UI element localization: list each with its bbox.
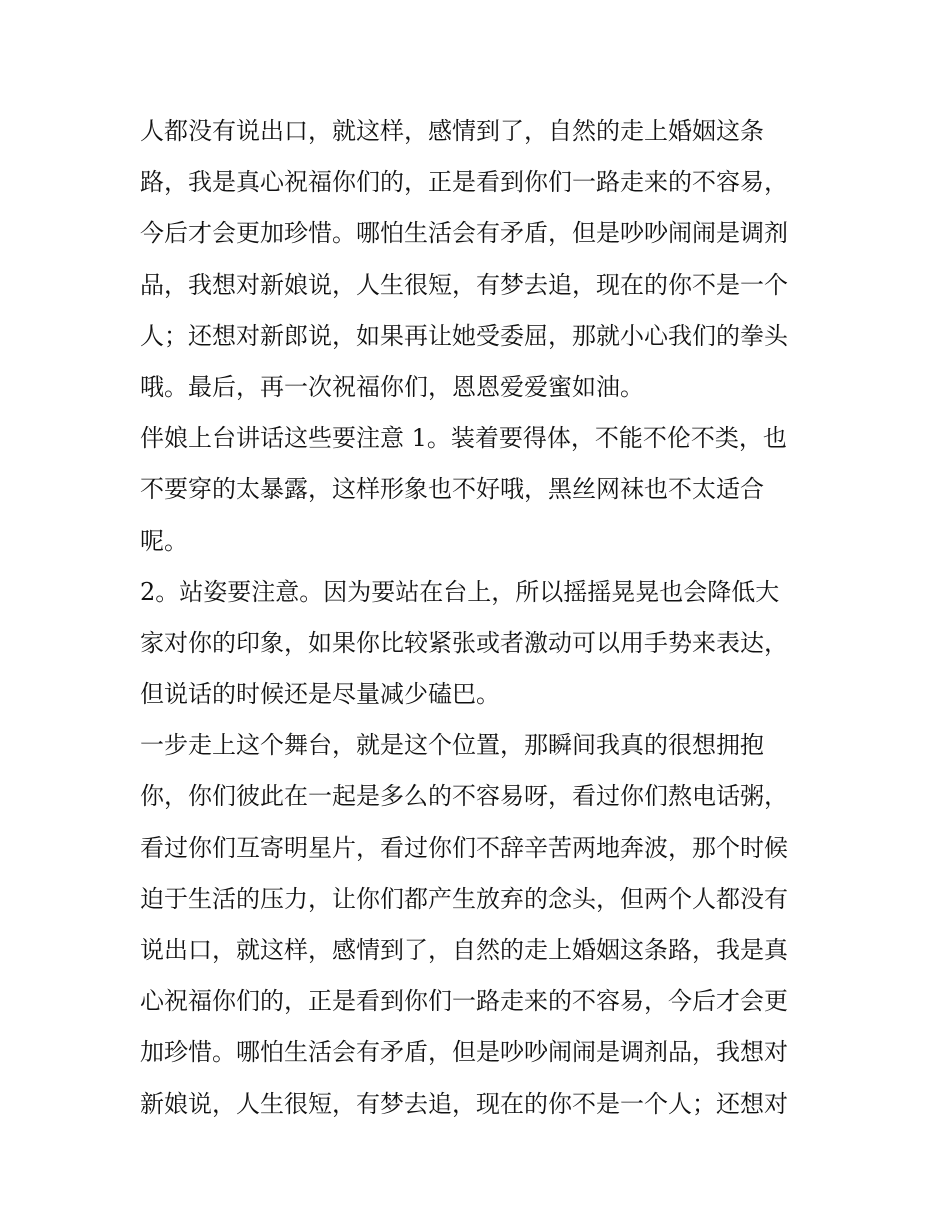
text-line: 心祝福你们的，正是看到你们一路走来的不容易，今后才会更: [140, 987, 788, 1016]
text-line: 加珍惜。哪怕生活会有矛盾，但是吵吵闹闹是调剂品，我想对: [140, 1038, 788, 1067]
text-line: 哦。最后，再一次祝福你们，恩恩爱爱蜜如油。: [140, 372, 644, 401]
text-line: 品，我想对新娘说，人生很短，有梦去追，现在的你不是一个: [140, 270, 788, 299]
text-line: 呢。: [140, 526, 188, 555]
text-line: 迫于生活的压力，让你们都产生放弃的念头，但两个人都没有: [140, 884, 788, 913]
text-line: 人都没有说出口，就这样，感情到了，自然的走上婚姻这条: [140, 117, 764, 145]
text-line: 但说话的时候还是尽量减少磕巴。: [140, 680, 500, 709]
text-line: 今后才会更加珍惜。哪怕生活会有矛盾，但是吵吵闹闹是调剂: [140, 219, 788, 248]
text-line: 看过你们互寄明星片，看过你们不辞辛苦两地奔波，那个时候: [140, 833, 788, 862]
text-line: 路，我是真心祝福你们的，正是看到你们一路走来的不容易，: [140, 168, 788, 197]
text-line: 你，你们彼此在一起是多么的不容易呀，看过你们熬电话粥，: [140, 782, 788, 811]
text-line: 不要穿的太暴露，这样形象也不好哦，黑丝网袜也不太适合: [140, 475, 764, 504]
text-line: 家对你的印象，如果你比较紧张或者激动可以用手势来表达，: [140, 628, 788, 657]
text-line: 人；还想对新郎说，如果再让她受委屈，那就小心我们的拳头: [140, 321, 788, 350]
text-line: 新娘说，人生很短，有梦去追，现在的你不是一个人；还想对: [140, 1089, 788, 1118]
text-line: 2。站姿要注意。因为要站在台上，所以摇摇晃晃也会降低大: [140, 577, 780, 606]
document-body-text: [140, 106, 830, 1130]
text-line: 说出口，就这样，感情到了，自然的走上婚姻这条路，我是真: [140, 936, 788, 964]
text-line: 一步走上这个舞台，就是这个位置，那瞬间我真的很想拥抱: [140, 731, 764, 760]
text-line: 伴娘上台讲话这些要注意 1。装着要得体，不能不伦不类，也: [140, 424, 787, 453]
